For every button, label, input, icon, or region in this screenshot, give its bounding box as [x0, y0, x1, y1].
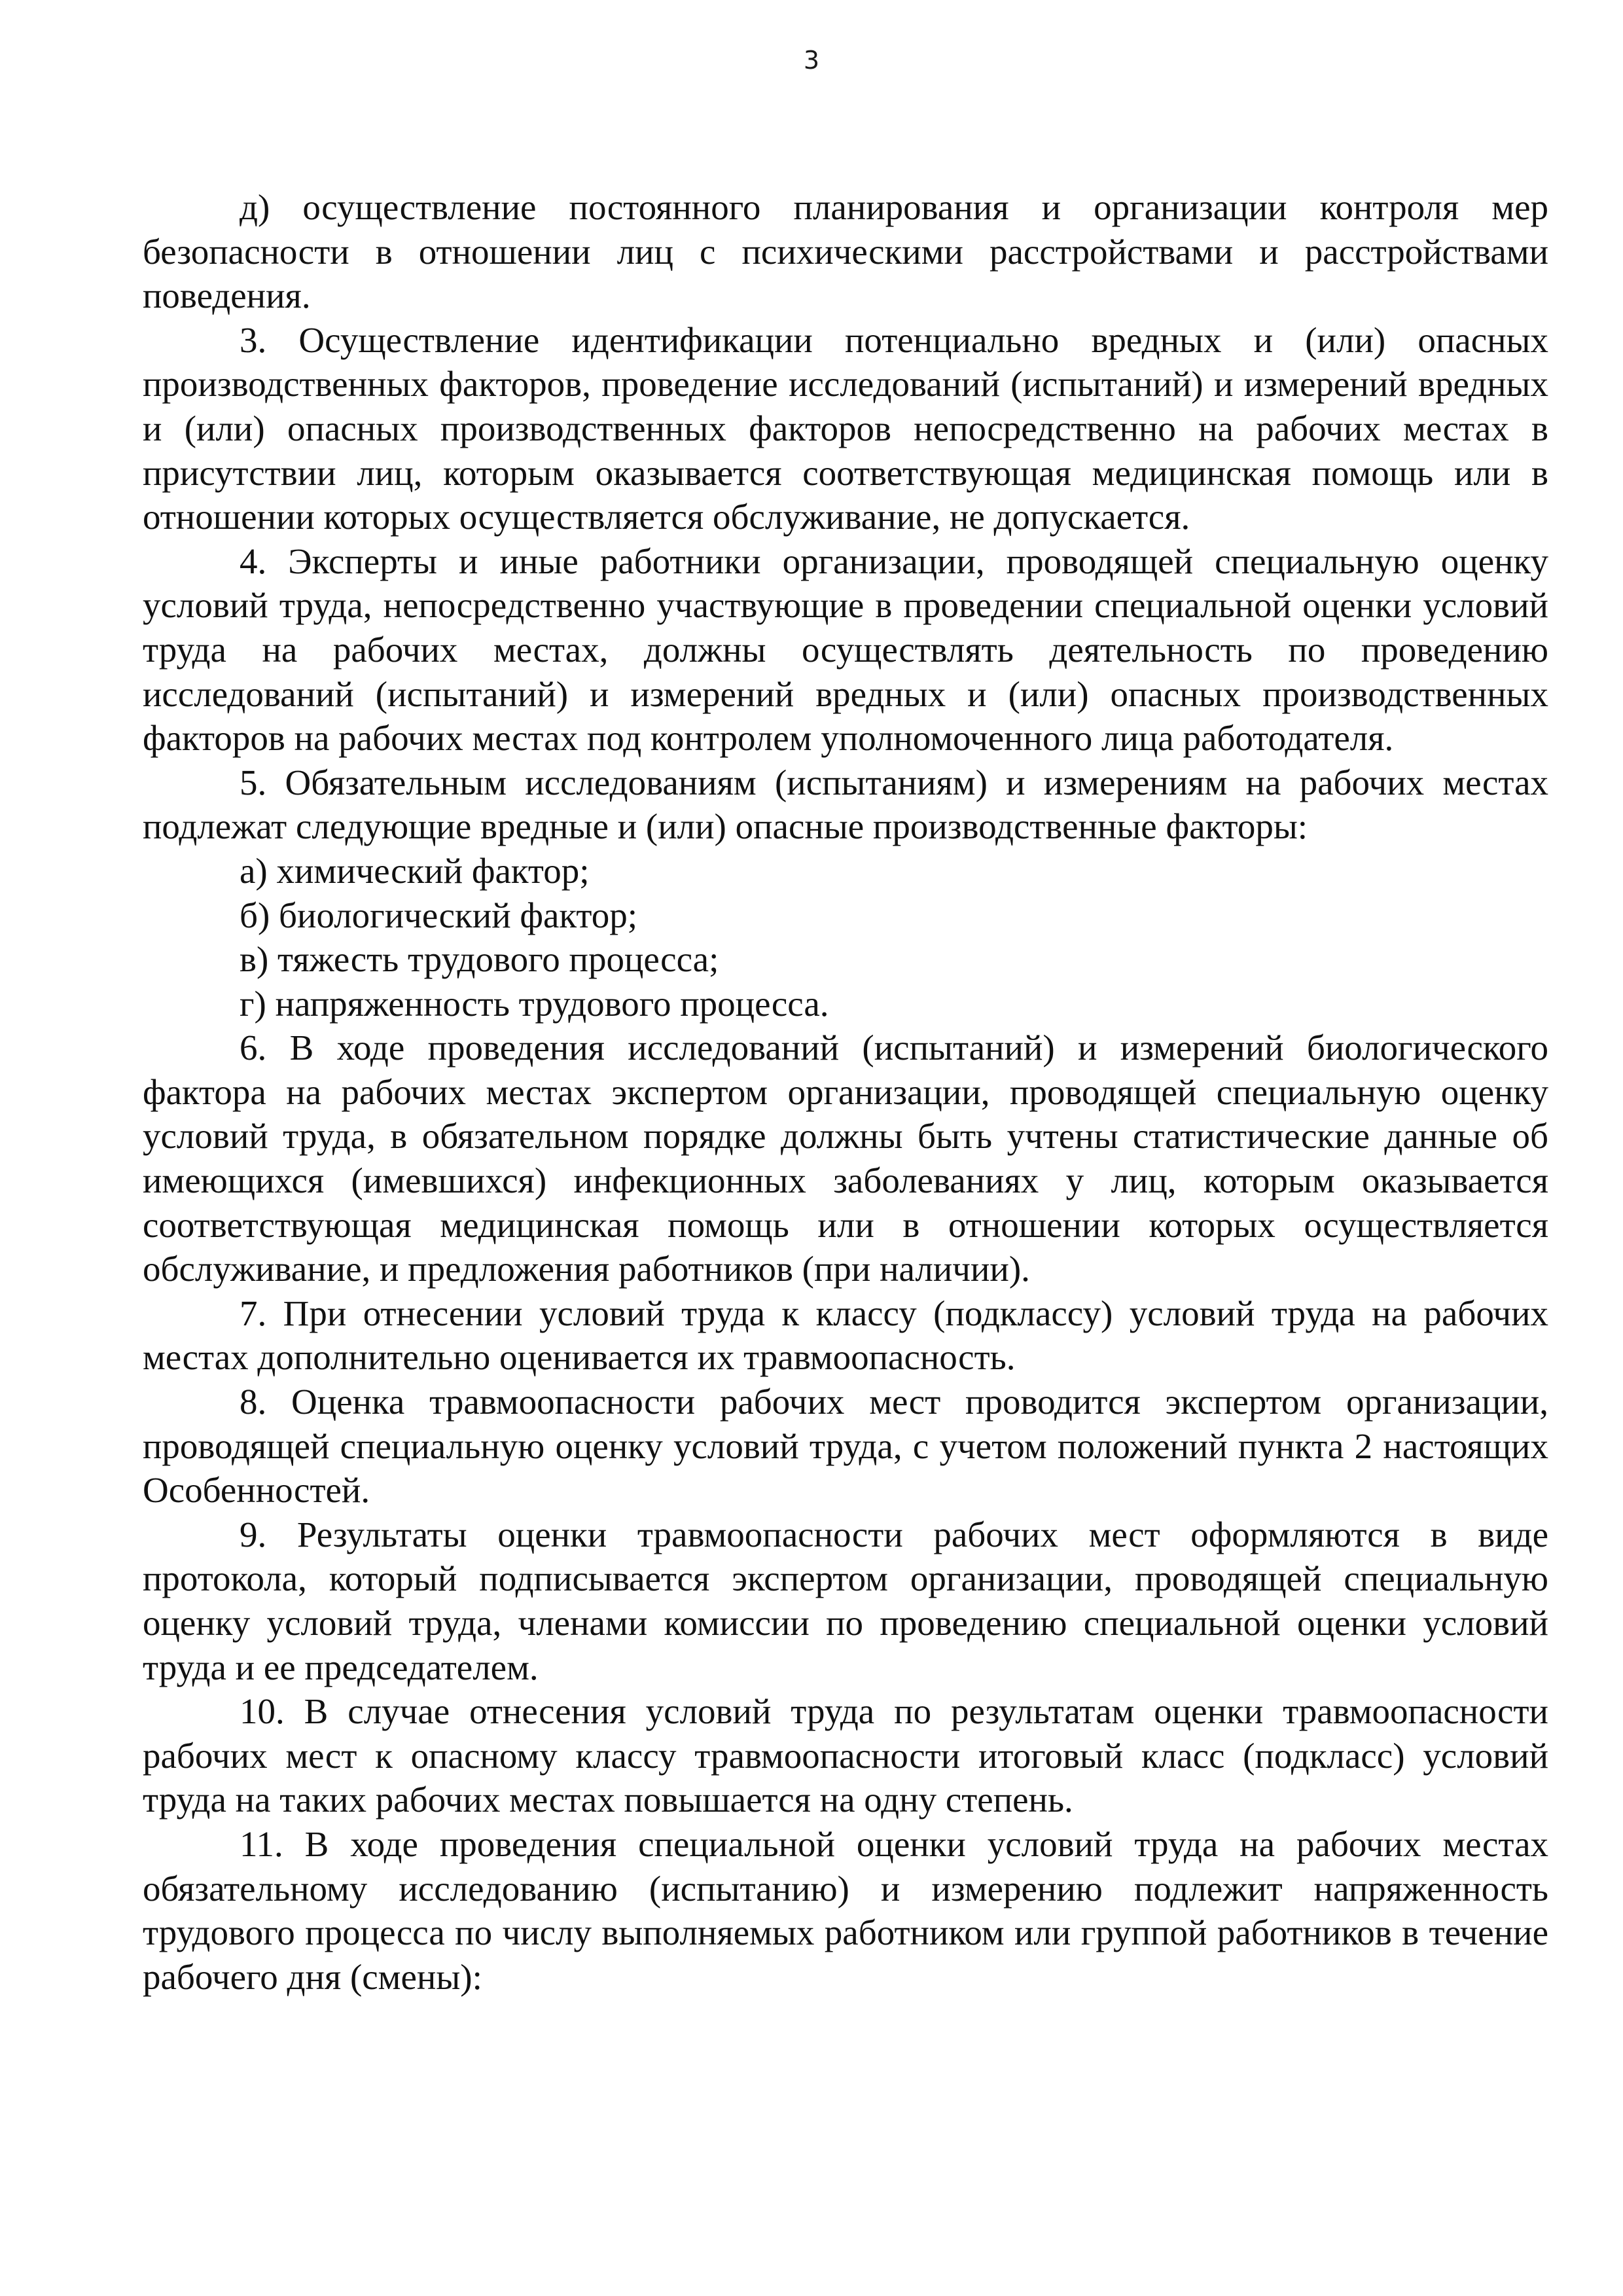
paragraph-8-injury-assessment: 8. Оценка травмоопасности рабочих мест проводится экспертом организации, проводящей специальную оценку условий труда, с учетом положений пункта 2 настоящих Особенностей. [143, 1382, 1548, 1511]
page-number: 3 [803, 46, 820, 75]
list-item-chemical-factor: а) химический фактор; [240, 850, 590, 891]
paragraph-11-labor-intensity: 11. В ходе проведения специальной оценки условий труда на рабочих местах обязательному исследованию (испытанию) и измерению подлежит напряженность трудового процесса по числу выполняемых работником или группой работников в течение рабочего дня (смены): [143, 1823, 1548, 1997]
paragraph-3-identification: 3. Осуществление идентификации потенциально вредных и (или) опасных производственных факторов, проведение исследований (испытаний) и измерений вредных и (или) опасных производственных факторов непосредственно на рабочих местах в присутствии лиц, которым оказывается соответствующая медицинская помощь или в отношении которых осуществляется обслуживание, не допускается. [143, 319, 1548, 537]
paragraph-5-mandatory-factors: 5. Обязательным исследованиям (испытаниям) и измерениям на рабочих местах подлежат следующие вредные и (или) опасные производственные факторы: [143, 762, 1548, 847]
paragraph-4-experts: 4. Эксперты и иные работники организации, проводящей специальную оценку условий труда, непосредственно участвующие в проведении специальной оценки условий труда на рабочих местах, должны осуществлять деятельность по проведению исследований (испытаний) и измерений вредных и (или) опасных производственных факторов на рабочих местах под контролем уполномоченного лица работодателя. [143, 541, 1548, 759]
paragraph-6-biological-research: 6. В ходе проведения исследований (испытаний) и измерений биологического фактора на рабочих местах экспертом организации, проводящей специальную оценку условий труда, в обязательном порядке должны быть учтены статистические данные об имеющихся (имевшихся) инфекционных заболеваниях у лиц, которым оказывается соответствующая медицинская помощь или в отношении которых осуществляется обслуживание, и предложения работников (при наличии). [143, 1028, 1548, 1289]
paragraph-9-protocol: 9. Результаты оценки травмоопасности рабочих мест оформляются в виде протокола, который подписывается экспертом организации, проводящей специальную оценку условий труда, членами комиссии по проведению специальной оценки условий труда и ее председателем. [143, 1514, 1548, 1687]
list-item-labor-severity: в) тяжесть трудового процесса; [240, 939, 719, 980]
paragraph-7-injury-risk: 7. При отнесении условий труда к классу (подклассу) условий труда на рабочих местах дополнительно оценивается их травмоопасность. [143, 1293, 1548, 1378]
list-item-biological-factor: б) биологический фактор; [240, 895, 638, 935]
list-item-labor-intensity: г) напряженность трудового процесса. [240, 983, 829, 1024]
paragraph-d-safety-planning: д) осуществление постоянного планирования и организации контроля мер безопасности в отношении лиц с психическими расстройствами и расстройствами поведения. [143, 187, 1548, 316]
document-body [143, 185, 1548, 1999]
paragraph-10-hazard-class: 10. В случае отнесения условий труда по результатам оценки травмоопасности рабочих мест к опасному классу травмоопасности итоговый класс (подкласс) условий труда на таких рабочих местах повышается на одну степень. [143, 1691, 1548, 1820]
